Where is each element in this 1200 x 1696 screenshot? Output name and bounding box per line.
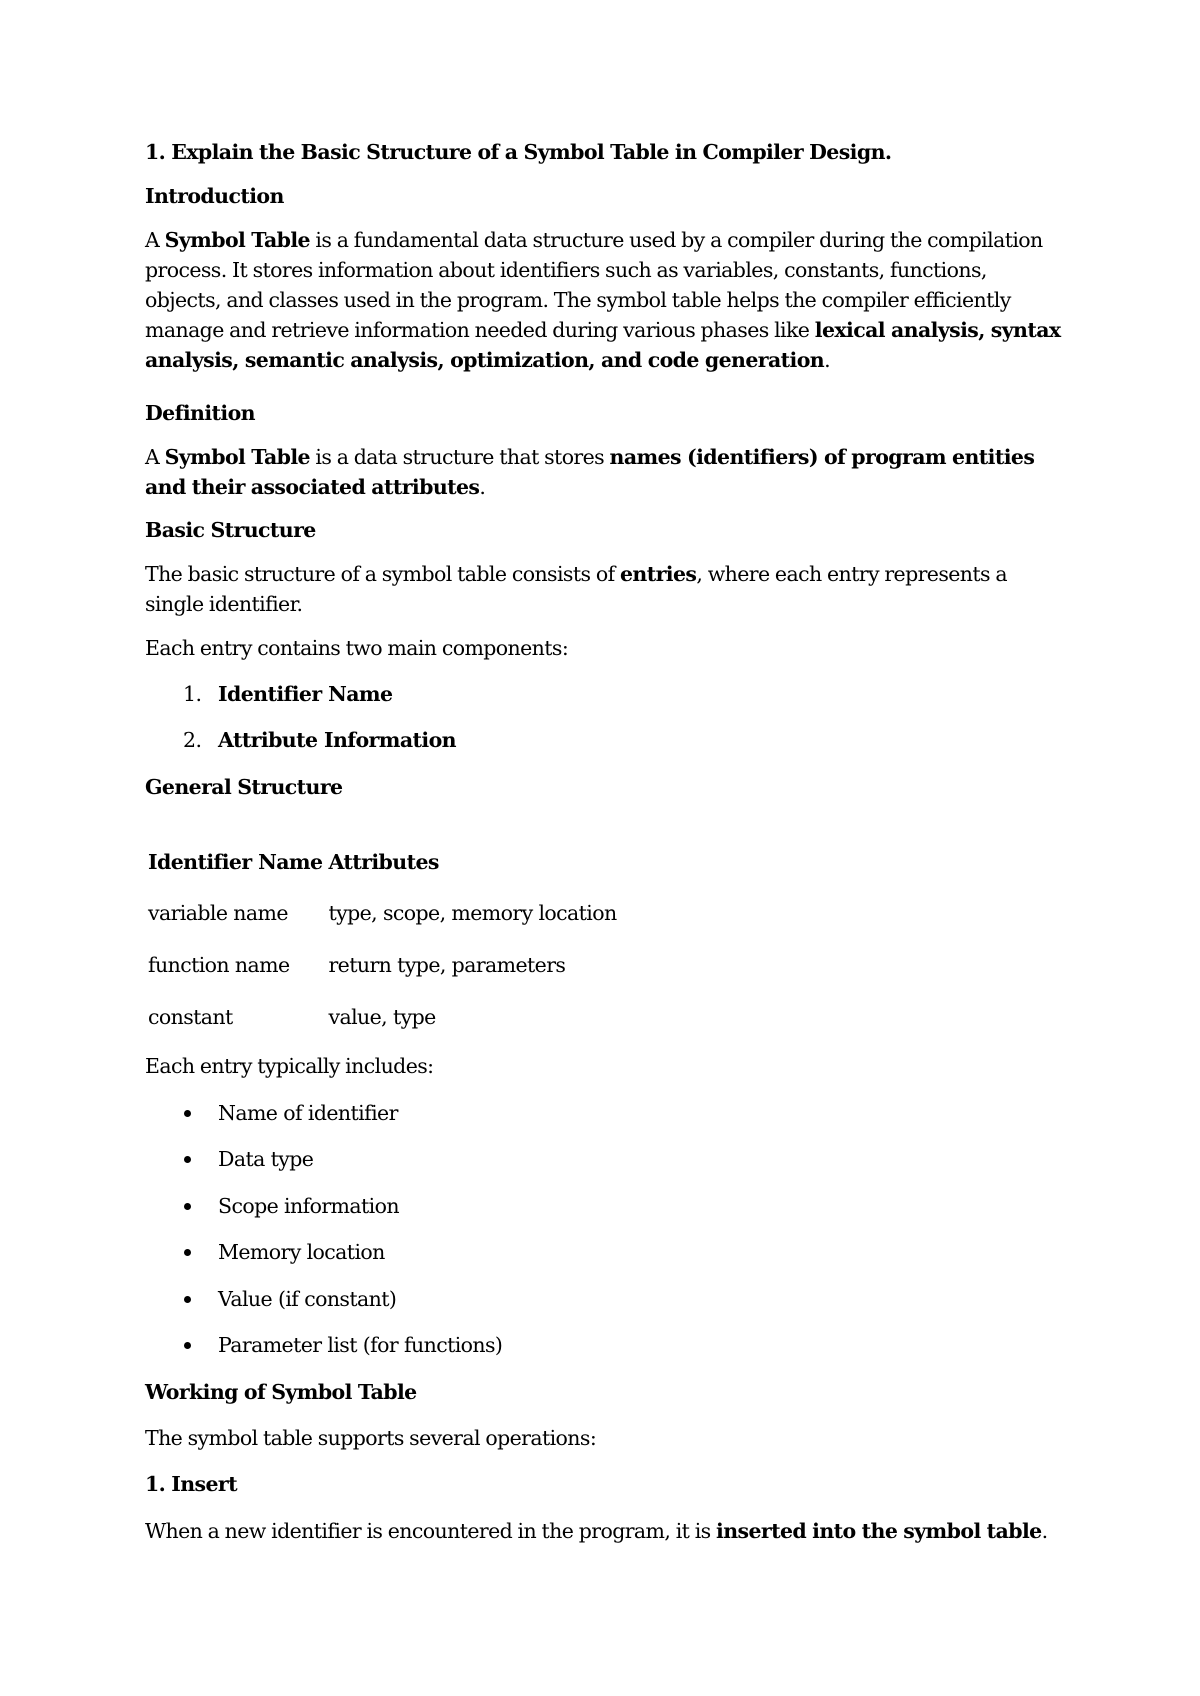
bullet-icon [184, 1110, 191, 1117]
list-item-text: Identifier Name [218, 682, 393, 706]
working-heading: Working of Symbol Table [145, 1380, 417, 1404]
includes-intro: Each entry typically includes: [145, 1054, 434, 1078]
bullet-text: Scope information [218, 1194, 399, 1218]
general-structure-heading: General Structure [145, 775, 343, 799]
bullet-text: Value (if constant) [218, 1287, 397, 1311]
table-header-cell: Identifier Name [148, 850, 323, 874]
bullet-icon [184, 1156, 191, 1163]
insert-paragraph: When a new identifier is encountered in the program, it is inserted into the symbol table. [145, 1519, 1048, 1543]
list-item-text: Attribute Information [218, 728, 456, 752]
table-header-cell: Attributes [328, 850, 439, 874]
bullet-text: Parameter list (for functions) [218, 1333, 503, 1357]
table-header-row [145, 837, 620, 887]
table-row [145, 991, 620, 1043]
bullet-icon [184, 1203, 191, 1210]
list-marker: 2. [183, 728, 202, 752]
bullet-text: Name of identifier [218, 1101, 398, 1125]
document-title: 1. Explain the Basic Structure of a Symbol Table in Compiler Design. [145, 140, 892, 164]
list-marker: 1. [183, 682, 202, 706]
introduction-heading: Introduction [145, 184, 284, 208]
introduction-paragraph: A Symbol Table is a fundamental data structure used by a compiler during the compilation process. It stores information about identifiers such as variables, constants, functions, objects, and classes used in the program. The symbol table helps the compiler efficiently manage and retrieve information needed during various phases like lexical analysis, syntax analysis, semantic analysis, optimization, and code generation. [145, 228, 1061, 372]
working-intro: The symbol table supports several operations: [145, 1426, 597, 1450]
table-cell: variable name [148, 901, 288, 925]
definition-paragraph: A Symbol Table is a data structure that stores names (identifiers) of program entities and their associated attributes. [145, 445, 1035, 499]
table-cell: value, type [328, 1005, 436, 1029]
bullet-icon [184, 1249, 191, 1256]
general-structure-table [145, 837, 620, 1043]
table-row [145, 887, 620, 939]
bullet-icon [184, 1342, 191, 1349]
table-cell: constant [148, 1005, 233, 1029]
basic-structure-heading: Basic Structure [145, 518, 316, 542]
table-row [145, 939, 620, 991]
insert-heading: 1. Insert [145, 1472, 237, 1496]
bullet-text: Memory location [218, 1240, 385, 1264]
bullet-text: Data type [218, 1147, 314, 1171]
table-cell: return type, parameters [328, 953, 566, 977]
bullet-icon [184, 1296, 191, 1303]
basic-structure-paragraph: The basic structure of a symbol table consists of entries, where each entry represents a single identifier. [145, 562, 1007, 616]
definition-heading: Definition [145, 401, 255, 425]
table-cell: function name [148, 953, 290, 977]
components-intro: Each entry contains two main components: [145, 636, 569, 660]
table-cell: type, scope, memory location [328, 901, 617, 925]
